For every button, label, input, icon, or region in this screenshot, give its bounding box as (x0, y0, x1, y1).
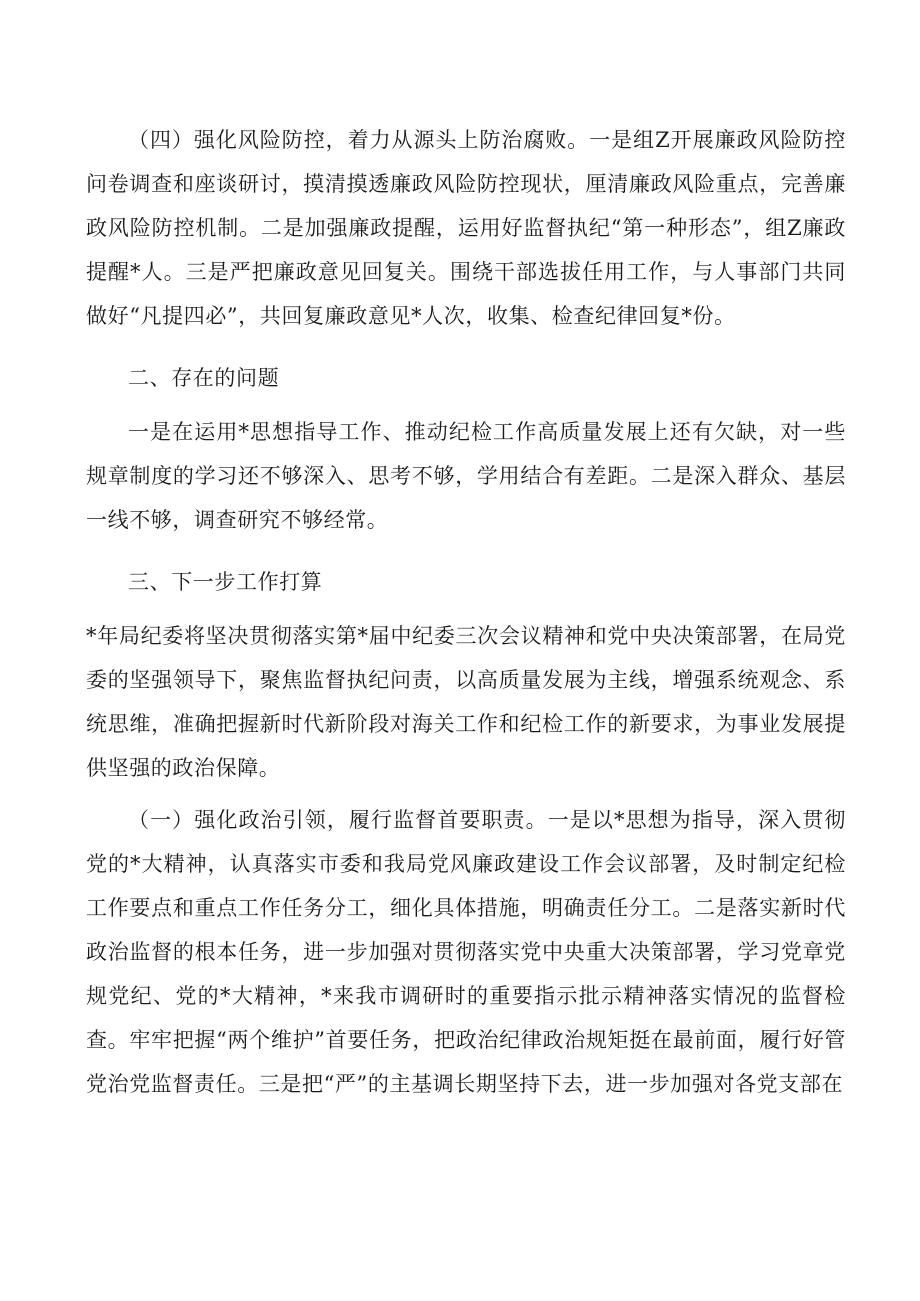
paragraph-next-steps: *年局纪委将坚决贯彻落实第*届中纪委三次会议精神和党中央决策部署，在局党委的坚强领导下，聚焦监督执纪问责，以高质量发展为主线，增强系统观念、系统思维，准确把握新时代新阶段对海关工作和纪检工作的新要求，为事业发展提供坚强的政治保障。 (86, 624, 846, 780)
paragraph-risk-control: （四）强化风险防控，着力从源头上防治腐败。一是组Z开展廉政风险防控问卷调查和座谈研讨，摸清摸透廉政风险防控现状，厘清廉政风险重点，完善廉政风险防控机制。二是加强廉政提醒，运用好监督执纪“第一种形态”，组Z廉政提醒*人。三是严把廉政意见回复关。围绕干部选拔任用工作，与人事部门共同做好“凡提四必”，共回复廉政意见*人次，收集、检查纪律回复*份。 (86, 128, 846, 328)
paragraph-political-guidance: （一）强化政治引领，履行监督首要职责。一是以*思想为指导，深入贯彻党的*大精神，认真落实市委和我局党风廉政建设工作会议部署，及时制定纪检工作要点和重点工作任务分工，细化具体措施，明确责任分工。二是落实新时代政治监督的根本任务，进一步加强对贯彻落实党中央重大决策部署，学习党章党规党纪、党的*大精神，*来我市调研时的重要指示批示精神落实情况的监督检查。牢牢把握“两个维护”首要任务，把政治纪律政治规矩挺在最前面，履行好管党治党监督责任。三是把“严”的主基调长期坚持下去，进一步加强对各党支部在 (86, 808, 846, 1096)
spacer (86, 790, 846, 798)
document-page (86, 118, 846, 1106)
section-heading-problems: 二、存在的问题 (128, 366, 280, 390)
spacer (86, 338, 846, 346)
paragraph-problems: 一是在运用*思想指导工作、推动纪检工作高质量发展上还有欠缺，对一些规章制度的学习还不够深入、思考不够，学用结合有差距。二是深入群众、基层一线不够，调查研究不够经常。 (86, 420, 846, 532)
spacer (86, 542, 846, 550)
section-heading-next-steps: 三、下一步工作打算 (128, 570, 323, 594)
